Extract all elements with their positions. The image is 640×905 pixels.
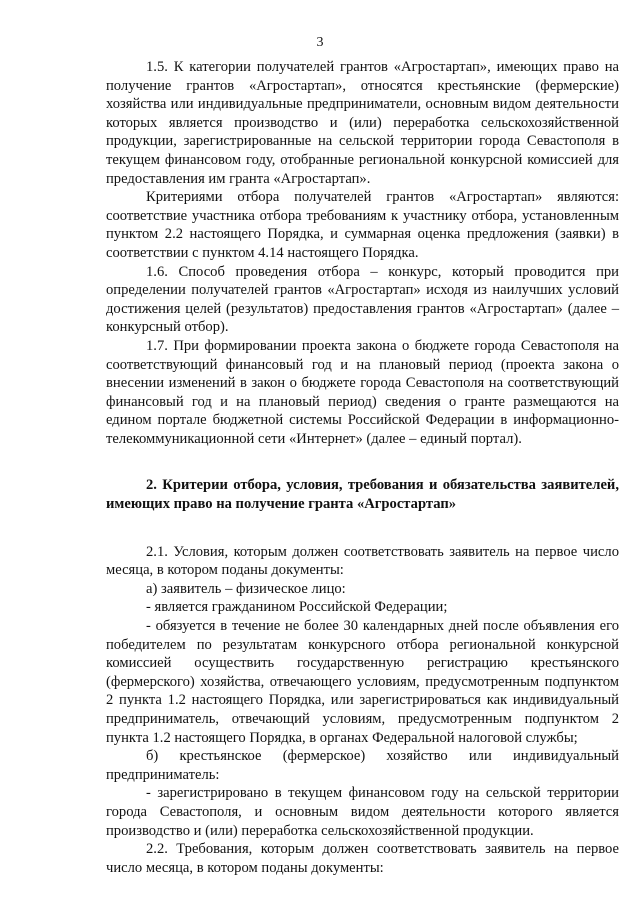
paragraph-1-5: 1.5. К категории получателей грантов «Агростартап», имеющих право на получение грантов «Агростартап», относятся крестьянские (фермерские) хозяйства или индивидуальные предприниматели, основным видом деятельности которых является производство и (или) переработка сельскохозяйственной продукции, зарегистрированные на сельской территории города Севастополя в текущем финансовом году, отобранные региональной конкурсной комиссией для предоставления им гранта «Агростартап». [106, 59, 619, 187]
document-body [106, 58, 619, 877]
paragraph-1-7: 1.7. При формировании проекта закона о бюджете города Севастополя на соответствующий финансовый год и на плановый период (проекта закона о внесении изменений в закон о бюджете города Севастополя на соответствующий финансовый год и на плановый период) сведения о гранте размещаются на едином портале бюджетной системы Российской Федерации в информационно-телекоммуникационной сети «Интернет» (далее – единый портал). [106, 337, 619, 447]
page-number: 3 [316, 35, 324, 50]
list-item-registration: - обязуется в течение не более 30 календарных дней после объявления его победителем по результатам конкурсного отбора региональной конкурсной комиссией осуществить государственную регистрацию крестьянского (фермерского) хозяйства, отвечающего условиям, предусмотренным подпунктом 2 пункта 1.2 настоящего Порядка, или зарегистрироваться как индивидуальный предприниматель, отвечающий условиям, предусмотренным подпунктом 2 пункта 1.2 настоящего Порядка, в органах Федеральной налоговой службы; [106, 618, 619, 746]
paragraph-selection-criteria: Критериями отбора получателей грантов «Агростартап» являются: соответствие участника отбора требованиям к участнику отбора, установленным пунктом 2.2 настоящего Порядка, и суммарная оценка предложения (заявки) в соответствии с пунктом 4.14 настоящего Порядка. [106, 189, 619, 261]
paragraph-2-2: 2.2. Требования, которым должен соответствовать заявитель на первое число месяца, в котором поданы документы: [106, 841, 619, 876]
list-item-citizen: - является гражданином Российской Федерации; [146, 599, 448, 616]
list-item-a: а) заявитель – физическое лицо: [146, 580, 346, 597]
section-heading: 2. Критерии отбора, условия, требования и обязательства заявителей, имеющих право на получение гранта «Агростартап» [106, 477, 619, 513]
list-item-b: б) крестьянское (фермерское) хозяйство или индивидуальный предприниматель: [106, 748, 619, 783]
paragraph-2-1: 2.1. Условия, которым должен соответствовать заявитель на первое число месяца, в котором поданы документы: [106, 543, 619, 579]
paragraph-1-6: 1.6. Способ проведения отбора – конкурс, который проводится при определении получателей грантов «Агростартап» исходя из наилучших условий достижения целей (результатов) предоставления грантов «Агростартап» (далее – конкурсный отбор). [106, 263, 619, 336]
list-item-registered: - зарегистрировано в текущем финансовом году на сельской территории города Севастополя, и основным видом деятельности которого является производство и (или) переработка сельскохозяйственной продукции. [106, 785, 619, 839]
